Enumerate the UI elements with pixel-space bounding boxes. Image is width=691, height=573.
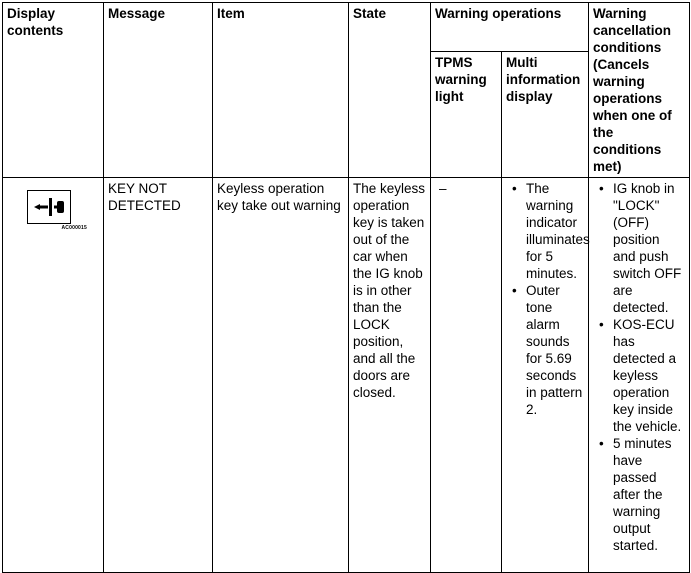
table-row	[3, 178, 690, 573]
message-cell: KEY NOT DETECTED	[104, 178, 213, 573]
cancellation-list	[593, 180, 685, 554]
header-tpms-warning-light: TPMS warning light	[431, 52, 502, 178]
list-item: • 5 minutes have passed after the warning output started.	[613, 435, 685, 554]
cancellation-cell	[589, 178, 690, 573]
key-not-detected-icon	[32, 196, 66, 218]
header-warning-cancellation: Warning cancellation conditions (Cancels warning operations when one of the conditions met)	[589, 3, 690, 178]
header-display-contents: Display contents	[3, 3, 104, 178]
header-state: State	[349, 3, 431, 178]
display-contents-cell	[3, 178, 104, 573]
list-item: • KOS-ECU has detected a keyless operation key inside the vehicle.	[613, 316, 685, 435]
header-item: Item	[213, 3, 349, 178]
key-not-detected-indicator	[25, 190, 87, 231]
state-cell: The keyless operation key is taken out of the car when the IG knob is in other than the LOCK position, and all the doors are closed.	[349, 178, 431, 573]
item-cell: Keyless operation key take out warning	[213, 178, 349, 573]
tpms-value: –	[439, 181, 447, 196]
list-item: • Outer tone alarm sounds for 5.69 seconds in pattern 2.	[526, 282, 584, 418]
header-message: Message	[104, 3, 213, 178]
header-row	[3, 3, 690, 52]
multi-info-cell	[502, 178, 589, 573]
icon-code: AC000015	[61, 225, 87, 231]
warning-spec-table	[2, 2, 690, 573]
tpms-cell	[431, 178, 502, 573]
list-item: • The warning indicator illuminates for 5 minutes.	[526, 180, 584, 282]
header-warning-operations: Warning operations	[431, 3, 589, 52]
multi-info-list	[506, 180, 590, 418]
header-multi-information-display: Multi information display	[502, 52, 589, 178]
list-item: • IG knob in "LOCK" (OFF) position and push switch OFF are detected.	[613, 180, 685, 316]
